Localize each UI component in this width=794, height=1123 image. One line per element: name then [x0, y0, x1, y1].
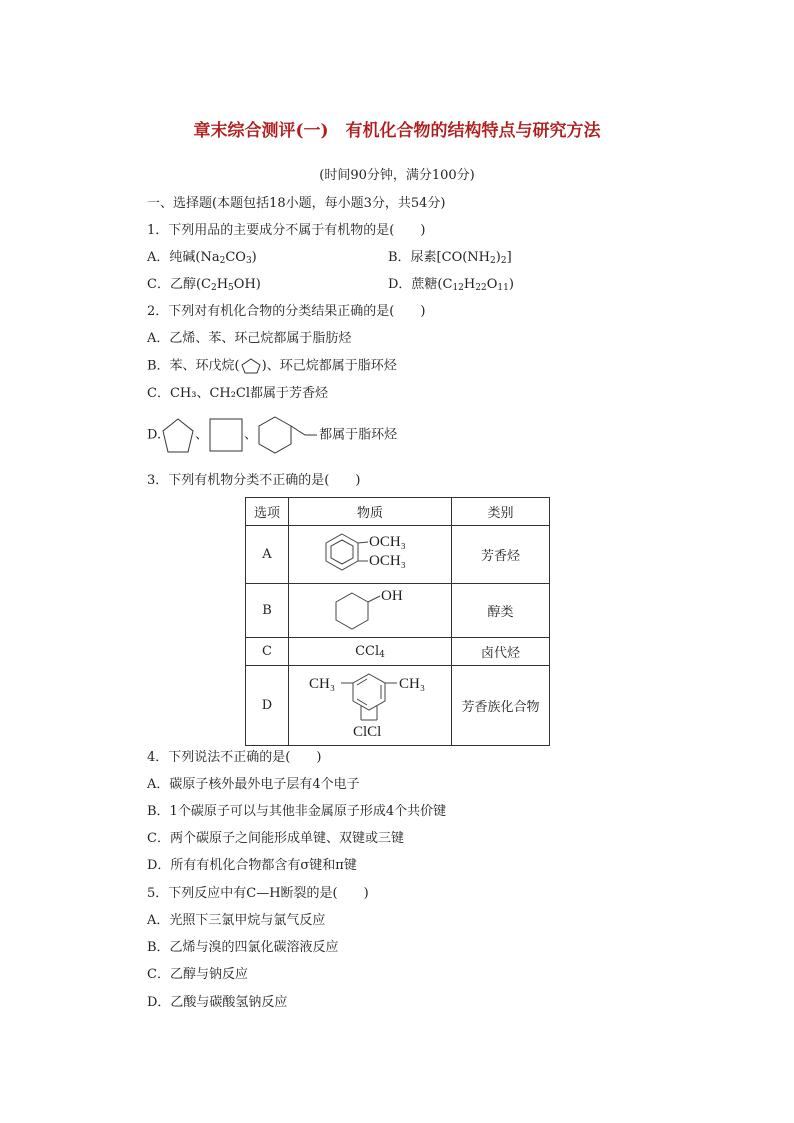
- substance-cell: [289, 584, 452, 638]
- substance-cell: CCl$_4$: [289, 638, 452, 666]
- q5-option-d: D．乙酸与碳酸氢钠反应: [147, 995, 288, 1010]
- methylcyclohexane-structure-icon: [257, 415, 319, 455]
- option-cell: B: [246, 584, 289, 638]
- dimethoxybenzene-structure-icon: [310, 528, 430, 578]
- document-title: 章末综合测评(一) 有机化合物的结构特点与研究方法: [193, 121, 601, 141]
- section-heading: 一、选择题(本题包括18小题，每小题3分，共54分): [147, 196, 446, 211]
- q4-option-c: C．两个碳原子之间能形成单键、双键或三键: [147, 831, 404, 846]
- table-header-cell: 选项: [246, 498, 289, 526]
- q4-option-b: B．1个碳原子可以与其他非金属原子形成4个共价键: [147, 804, 447, 819]
- cyclobutane-structure-icon: [208, 417, 244, 453]
- substance-cell: [289, 666, 452, 746]
- q1-option-c: C．乙醇$(C_2H_5OH)$: [147, 277, 261, 293]
- q1-option-b: B．尿素$[CO(NH_2)_2]$: [388, 250, 512, 266]
- option-cell: C: [246, 638, 289, 666]
- table-row: [246, 638, 550, 666]
- category-cell: 芳香烃: [452, 526, 550, 584]
- cyclopentane-icon: [240, 358, 262, 374]
- q2-option-d: D. 、 、 都属于脂环烃: [147, 415, 397, 455]
- q5-stem: 5．下列反应中有C—H断裂的是( ): [147, 886, 369, 901]
- classification-table: [245, 497, 550, 746]
- q3-stem: 3．下列有机物分类不正确的是( ): [147, 473, 361, 488]
- substituent-label: OCH₃: [369, 533, 406, 550]
- q4-option-a: A．碳原子核外最外电子层有4个电子: [147, 777, 360, 792]
- time-info: (时间90分钟，满分100分): [319, 168, 475, 183]
- q4-stem: 4．下列说法不正确的是( ): [147, 750, 322, 765]
- substance-cell: [289, 526, 452, 584]
- category-cell: 芳香族化合物: [452, 666, 550, 746]
- substituent-label: OH: [381, 587, 403, 604]
- category-cell: 醇类: [452, 584, 550, 638]
- q5-option-c: C．乙醇与钠反应: [147, 967, 248, 982]
- q2-option-c: C．CH₃、CH₂Cl都属于芳香烃: [147, 386, 329, 401]
- option-cell: D: [246, 666, 289, 746]
- cyclopentane-structure-icon: [161, 416, 195, 454]
- q2-stem: 2．下列对有机化合物的分类结果正确的是( ): [147, 304, 426, 319]
- q5-option-b: B．乙烯与溴的四氯化碳溶液反应: [147, 940, 339, 955]
- substituent-label: ClCl: [353, 723, 382, 740]
- substituent-label: OCH₃: [369, 552, 406, 569]
- q2-option-b: B．苯、环戊烷( )、环己烷都属于脂环烃: [147, 358, 397, 374]
- substituent-label: CH₃: [309, 675, 336, 692]
- table-header-cell: 类别: [452, 498, 550, 526]
- dimethyl-dichlorobenzocyclobutene-structure-icon: [295, 668, 445, 740]
- category-cell: 卤代烃: [452, 638, 550, 666]
- table-header-cell: 物质: [289, 498, 452, 526]
- table-row: [246, 584, 550, 638]
- table-row: [246, 666, 550, 746]
- table-header-row: [246, 498, 550, 526]
- q5-option-a: A．光照下三氯甲烷与氯气反应: [147, 913, 326, 928]
- substituent-label: CH₃: [399, 675, 426, 692]
- q1-stem: 1．下列用品的主要成分不属于有机物的是( ): [147, 223, 426, 238]
- option-cell: A: [246, 526, 289, 584]
- q1-option-a: A．纯碱$(Na_2CO_3)$: [147, 250, 257, 266]
- q2-option-a: A．乙烯、苯、环己烷都属于脂肪烃: [147, 331, 352, 346]
- q4-option-d: D．所有有机化合物都含有σ键和π键: [147, 858, 357, 873]
- table-row: [246, 526, 550, 584]
- cyclohexanol-structure-icon: [320, 585, 420, 633]
- q1-option-d: D．蔗糖$(C_{12}H_{22}O_{11})$: [388, 277, 514, 293]
